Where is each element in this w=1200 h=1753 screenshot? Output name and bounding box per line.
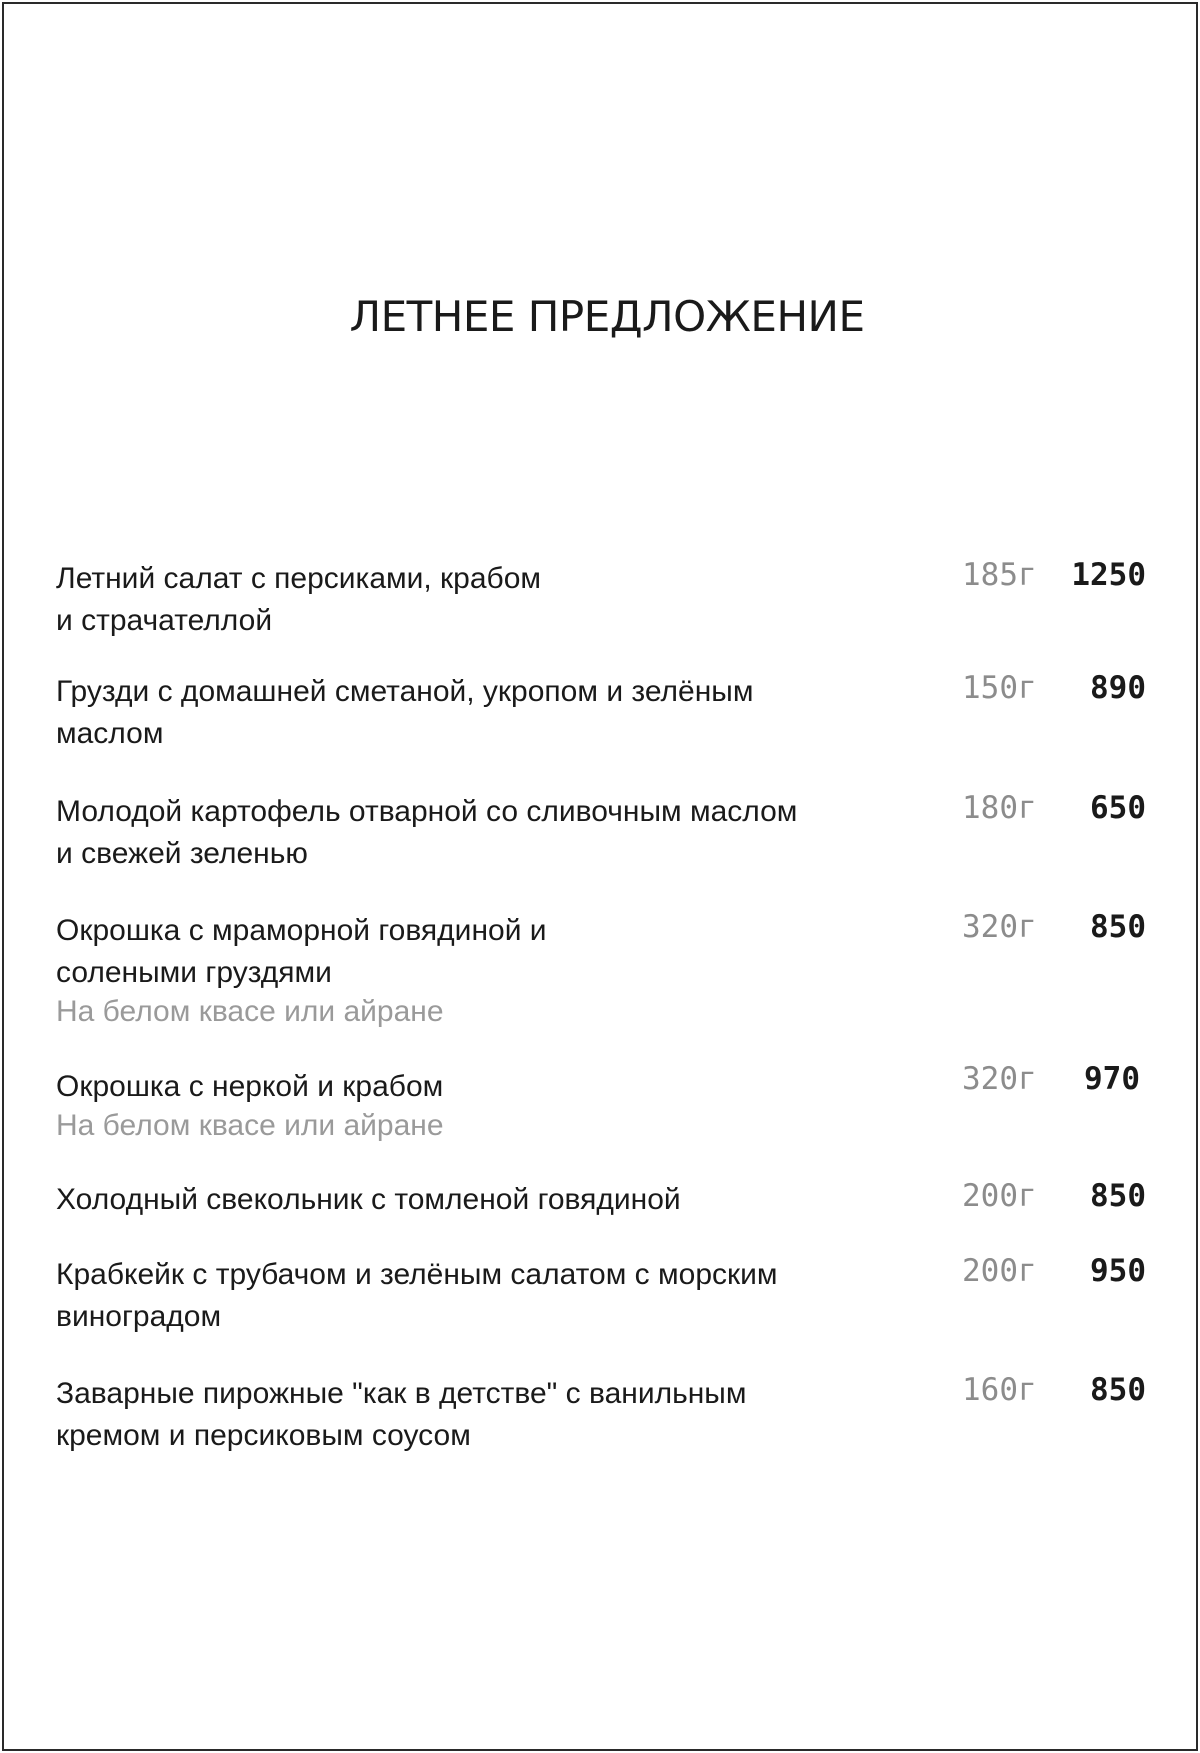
item-price: 850 — [1090, 909, 1146, 945]
item-name-line: Молодой картофель отварной со сливочным маслом — [56, 795, 798, 828]
item-price: 970 — [1084, 1061, 1140, 1097]
item-note: На белом квасе или айране — [56, 995, 444, 1028]
item-name — [56, 910, 936, 1030]
item-note: На белом квасе или айране — [56, 1109, 444, 1142]
item-name — [56, 1373, 936, 1457]
item-price: 1250 — [1071, 557, 1146, 593]
item-name — [56, 1254, 936, 1338]
item-name — [56, 1179, 936, 1221]
item-name-line: и свежей зеленью — [56, 837, 308, 870]
menu-title: ЛЕТНЕЕ ПРЕДЛОЖЕНИЕ — [349, 292, 865, 341]
item-name-line: Окрошка с мраморной говядиной и — [56, 914, 547, 947]
item-name-line: маслом — [56, 717, 164, 750]
item-weight: 180г — [962, 790, 1037, 826]
item-name-line: и страчателлой — [56, 604, 273, 637]
item-name-line: Заварные пирожные "как в детстве" с ванильным — [56, 1377, 747, 1410]
item-name-line: Крабкейк с трубачом и зелёным салатом с морским — [56, 1258, 778, 1291]
item-name-line: солеными груздями — [56, 956, 332, 989]
page-frame — [2, 2, 1198, 1751]
item-weight: 200г — [962, 1253, 1037, 1289]
item-weight: 160г — [962, 1372, 1037, 1408]
item-price: 850 — [1090, 1372, 1146, 1408]
item-name — [56, 1066, 936, 1144]
item-price: 890 — [1090, 670, 1146, 706]
item-weight: 200г — [962, 1178, 1037, 1214]
item-name-line: Холодный свекольник с томленой говядиной — [56, 1183, 681, 1216]
item-name — [56, 558, 936, 642]
item-price: 650 — [1090, 790, 1146, 826]
item-name — [56, 671, 936, 755]
item-weight: 150г — [962, 670, 1037, 706]
item-name-line: Летний салат с персиками, крабом — [56, 562, 542, 595]
item-weight: 320г — [962, 1061, 1037, 1097]
item-name-line: виноградом — [56, 1300, 222, 1333]
item-name-line: Окрошка с неркой и крабом — [56, 1070, 444, 1103]
item-weight: 185г — [962, 557, 1037, 593]
item-name — [56, 791, 936, 875]
item-price: 950 — [1090, 1253, 1146, 1289]
item-weight: 320г — [962, 909, 1037, 945]
item-name-line: кремом и персиковым соусом — [56, 1419, 471, 1452]
item-name-line: Грузди с домашней сметаной, укропом и зелёным — [56, 675, 754, 708]
item-price: 850 — [1090, 1178, 1146, 1214]
